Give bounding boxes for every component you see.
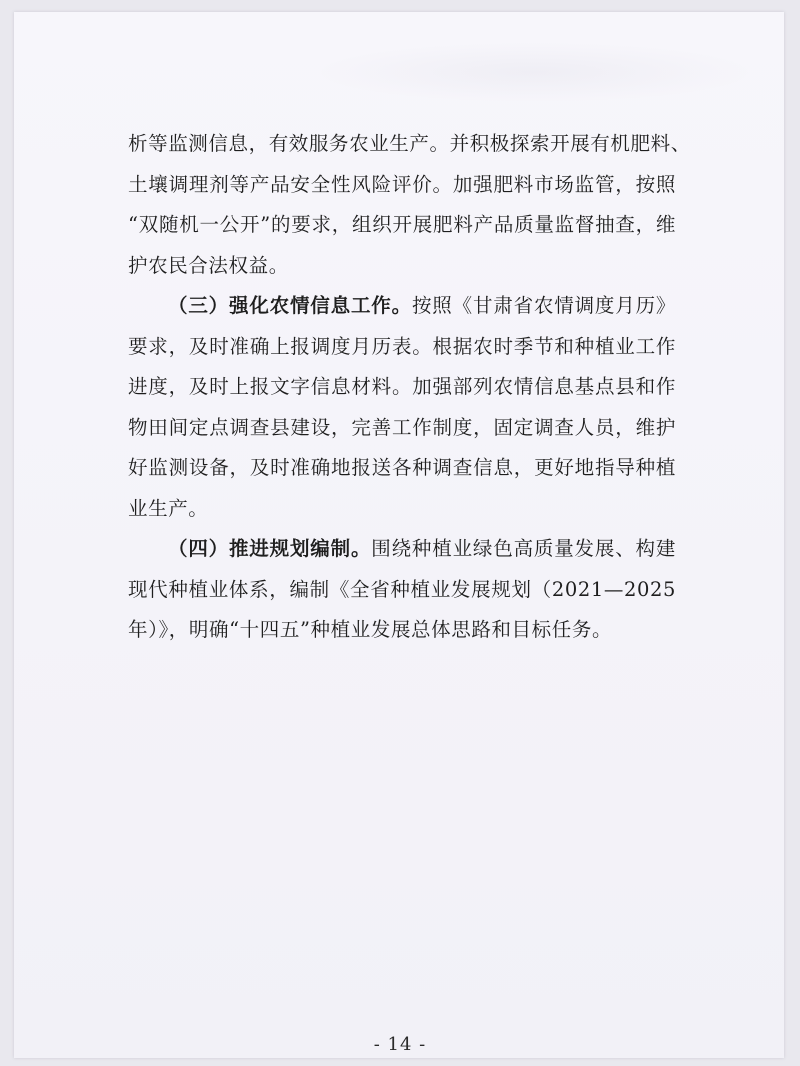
paragraph-3-first-line xyxy=(128,529,676,570)
paragraph-2-first-line xyxy=(128,286,676,327)
section-heading-3: （三）强化农情信息工作。 xyxy=(168,294,412,317)
paragraph-1-line-3: “双随机一公开”的要求，组织开展肥料产品质量监督抽查，维 xyxy=(128,213,676,236)
document-body xyxy=(128,124,691,651)
paragraph-2-first-line-text: 按照《甘肃省农情调度月历》 xyxy=(411,294,676,317)
paragraph-3-first-line-text: 围绕种植业绿色高质量发展、构建 xyxy=(371,537,676,560)
paragraph-1-line-2: 土壤调理剂等产品安全性风险评价。加强肥料市场监管，按照 xyxy=(128,172,676,196)
section-heading-4: （四）推进规划编制。 xyxy=(168,537,372,560)
paragraph-2-line-4: 物田间定点调查县建设，完善工作制度，固定调查人员，维护 xyxy=(128,415,676,439)
paragraph-2-line-5: 好监测设备，及时准确地报送各种调查信息，更好地指导种植 xyxy=(128,456,676,479)
paragraph-3-line-2: 现代种植业体系，编制《全省种植业发展规划（2021—2025 xyxy=(128,577,676,601)
paragraph-2-line-2: 要求，及时准确上报调度月历表。根据农时季节和种植业工作 xyxy=(128,334,676,358)
page-number: - 14 - xyxy=(373,1034,427,1055)
paragraph-2-line-6: 业生产。 xyxy=(128,496,209,520)
paragraph-1-line-4: 护农民合法权益。 xyxy=(128,253,289,277)
paragraph-1-line-1: 析等监测信息，有效服务农业生产。并积极探索开展有机肥料、 xyxy=(128,132,691,155)
paragraph-2-line-3: 进度，及时上报文字信息材料。加强部列农情信息基点县和作 xyxy=(128,375,676,398)
paragraph-3-line-3: 年）》，明确“十四五”种植业发展总体思路和目标任务。 xyxy=(128,618,613,641)
show-through-shadow xyxy=(314,42,754,102)
